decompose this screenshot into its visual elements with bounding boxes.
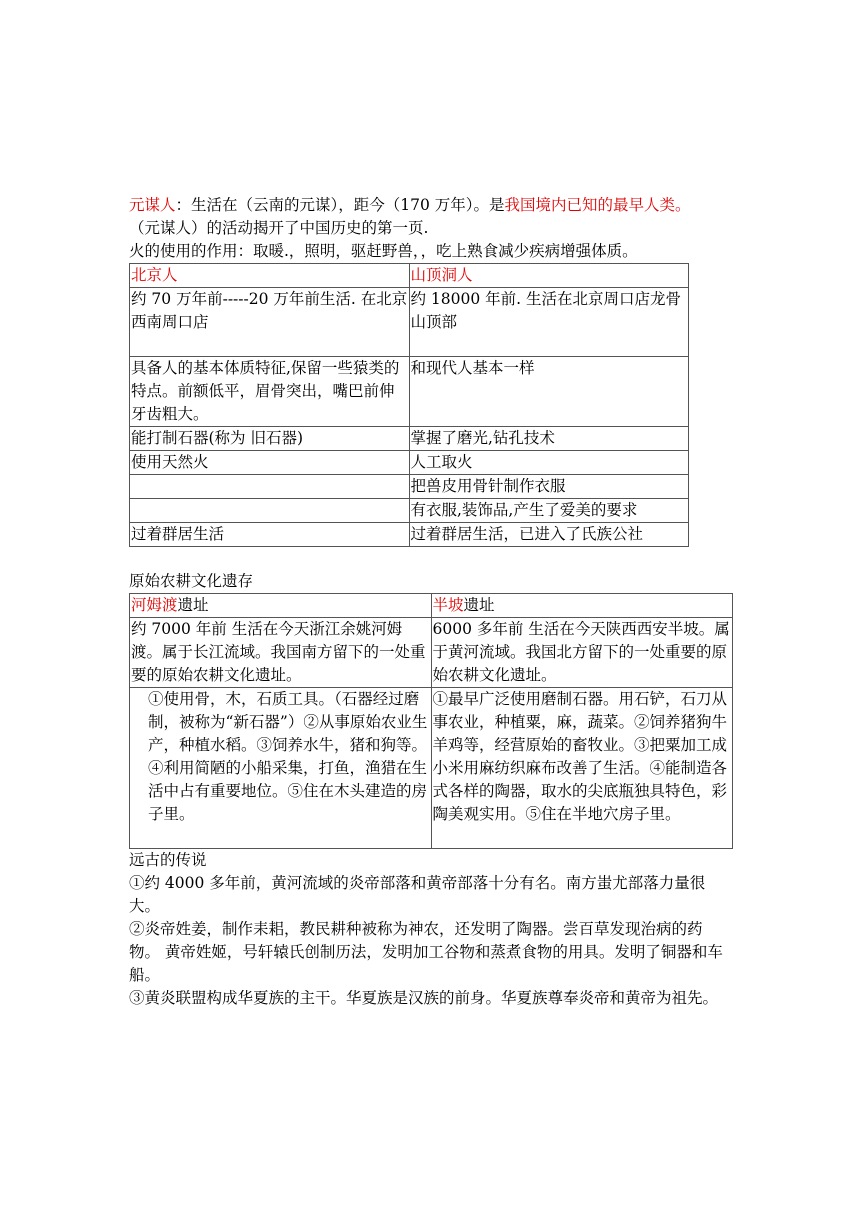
table-cell: 具备人的基本体质特征,保留一些猿类的特点。前额低平，眉骨突出，嘴巴前伸牙齿粗大。 xyxy=(130,357,410,427)
intro-line-3: 火的使用的作用：取暖.，照明，驱赶野兽，，吃上熟食减少疾病增强体质。 xyxy=(129,242,638,260)
header-peking-man: 北京人 xyxy=(130,264,410,288)
section-title-farming: 原始农耕文化遗存 xyxy=(129,572,254,590)
earliest-human-text: 我国境内已知的最早人类。 xyxy=(504,196,691,214)
table-cell: 把兽皮用骨针制作衣服 xyxy=(409,475,689,499)
table-row xyxy=(130,427,689,451)
table-cell: ①最早广泛使用磨制石器。用石铲，石刀从事农业，种植粟，麻，蔬菜。②饲养猪狗牛羊鸡等，经营原始的畜牧业。③把粟加工成小米用麻纺织麻布改善了生活。④能制造各式各样的陶器，取水的尖底瓶独具特色，彩陶美观实用。⑤住在半地穴房子里。 xyxy=(431,688,733,849)
table-cell xyxy=(130,499,410,523)
banpo-name: 半坡 xyxy=(432,596,464,614)
section-title-legends: 远古的传说 xyxy=(129,851,207,869)
table-header-row xyxy=(130,264,689,288)
site-suffix: 遗址 xyxy=(463,596,495,614)
legend-paragraph-3: ③黄炎联盟构成华夏族的主干。华夏族是汉族的前身。华夏族尊奉炎帝和黄帝为祖先。 xyxy=(129,989,719,1007)
table-cell: 约 18000 年前. 生活在北京周口店龙骨山顶部 xyxy=(409,288,689,357)
legend-paragraph-1: ①约 4000 多年前，黄河流域的炎帝部落和黄帝部落十分有名。南方蚩尤部落力量很大。 xyxy=(129,874,706,915)
hemudu-name: 河姆渡 xyxy=(131,596,178,614)
table-cell: 掌握了磨光,钻孔技术 xyxy=(409,427,689,451)
table-cell: 过着群居生活，已进入了氏族公社 xyxy=(409,523,689,547)
spacer xyxy=(129,547,733,570)
table-row xyxy=(130,288,689,357)
farming-sites-table xyxy=(129,593,733,849)
table-row xyxy=(130,451,689,475)
intro-line-2: （元谋人）的活动揭开了中国历史的第一页. xyxy=(129,219,429,237)
table-cell: 人工取火 xyxy=(409,451,689,475)
table-cell: 和现代人基本一样 xyxy=(409,357,689,427)
table-row xyxy=(130,499,689,523)
table-row xyxy=(130,618,733,688)
legend-paragraph-2: ②炎帝姓姜，制作耒耜，教民耕种被称为神农，还发明了陶器。尝百草发现治病的药物。 黄帝姓姬，号轩辕氏创制历法，发明加工谷物和蒸煮食物的用具。发明了铜器和车船。 xyxy=(129,920,723,984)
yuanmou-name: 元谋人 xyxy=(129,196,176,214)
table-cell: 使用天然火 xyxy=(130,451,410,475)
header-hemudu xyxy=(130,594,432,618)
header-banpo xyxy=(431,594,733,618)
intro-line-1 xyxy=(129,194,733,217)
table-row xyxy=(130,523,689,547)
document-page xyxy=(129,194,733,1010)
table-cell: ①使用骨，木，石质工具。（石器经过磨制，被称为“新石器”）②从事原始农业生产，种植水稻。③饲养水牛，猪和狗等。④利用简陋的小船采集，打鱼，渔猎在生活中占有重要地位。⑤住在木头建造的房子里。 xyxy=(130,688,432,849)
table-cell: 约 70 万年前-----20 万年前生活. 在北京西南周口店 xyxy=(130,288,410,357)
table-cell: 约 7000 年前 生活在今天浙江余姚河姆渡。属于长江流域。我国南方留下的一处重要的原始农耕文化遗址。 xyxy=(130,618,432,688)
table-header-row xyxy=(130,594,733,618)
table-cell xyxy=(130,475,410,499)
table-cell: 有衣服,装饰品,产生了爱美的要求 xyxy=(409,499,689,523)
yuanmou-desc: ：生活在（云南的元谋），距今（170 万年）。是 xyxy=(175,196,505,214)
table-cell: 过着群居生活 xyxy=(130,523,410,547)
table-row xyxy=(130,475,689,499)
table-cell: 能打制石器(称为 旧石器) xyxy=(130,427,410,451)
peking-vs-upper-cave-table xyxy=(129,263,689,547)
table-cell: 6000 多年前 生活在今天陕西西安半坡。属于黄河流域。我国北方留下的一处重要的原始农耕文化遗址。 xyxy=(431,618,733,688)
site-suffix: 遗址 xyxy=(177,596,209,614)
table-row xyxy=(130,357,689,427)
header-upper-cave-man: 山顶洞人 xyxy=(409,264,689,288)
table-row xyxy=(130,688,733,849)
